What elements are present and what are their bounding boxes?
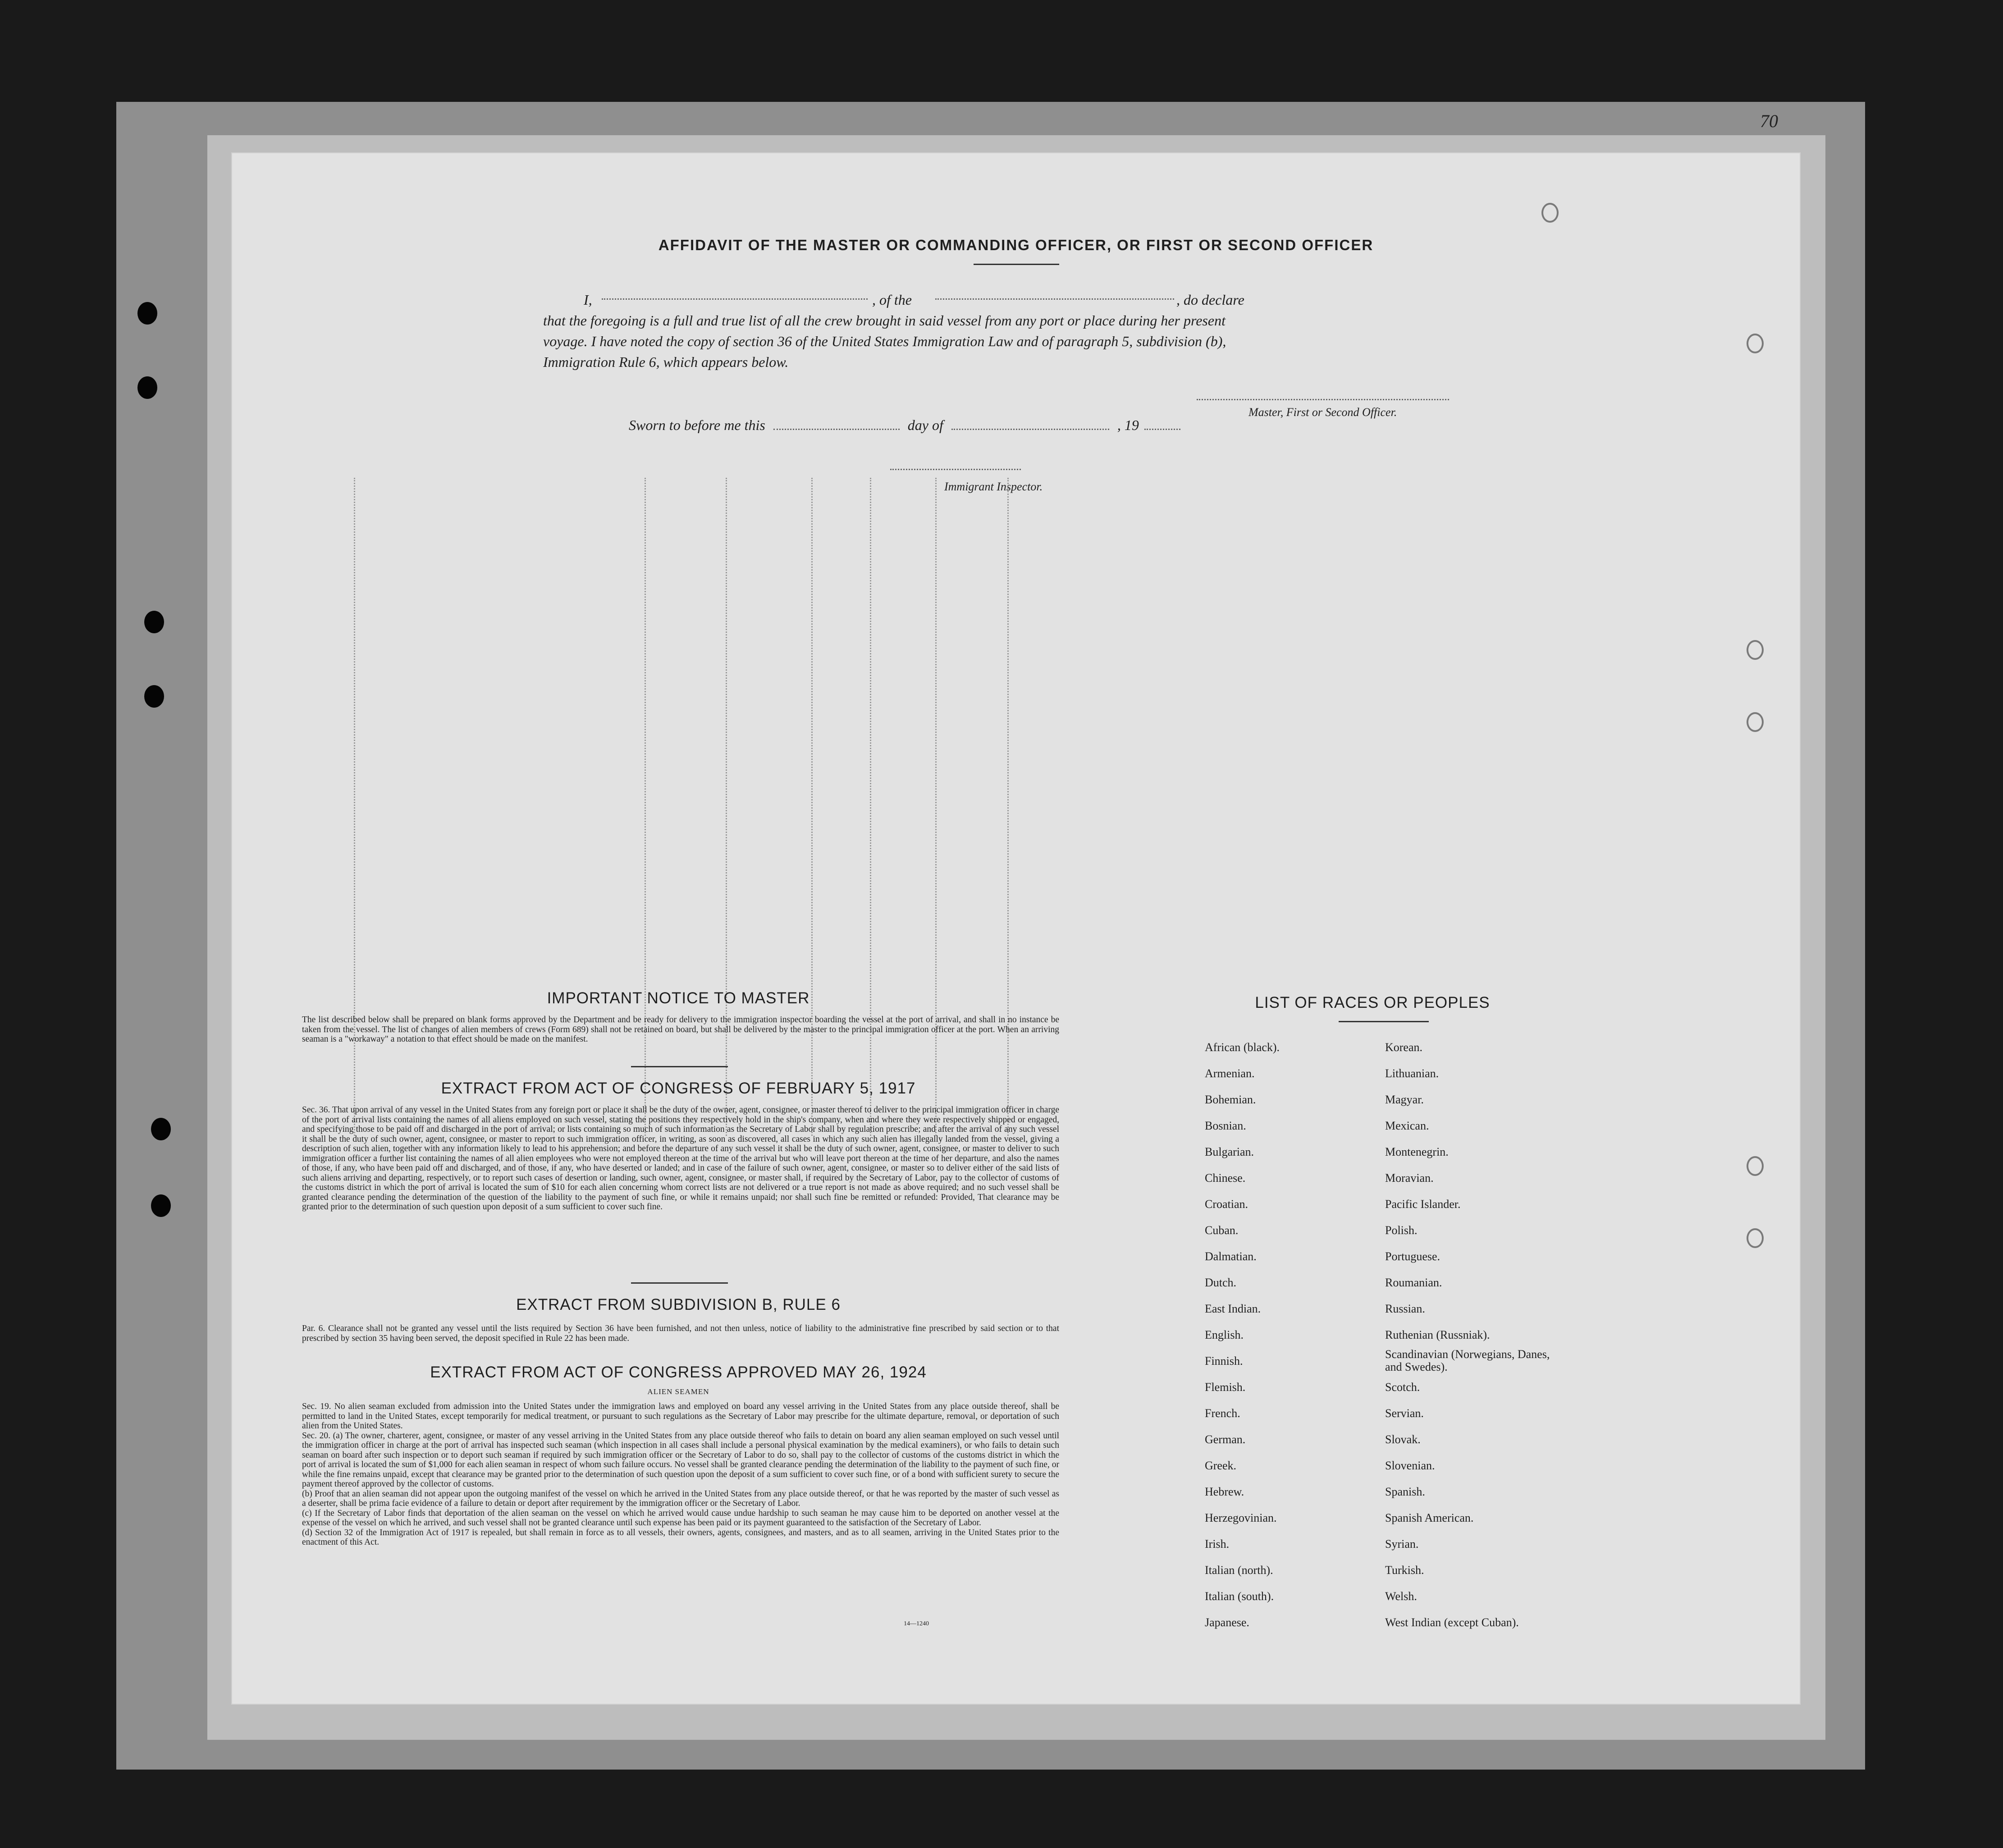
race-item: Spanish American. bbox=[1385, 1511, 1474, 1524]
punch-ring bbox=[1747, 712, 1764, 732]
extract-1917-title: EXTRACT FROM ACT OF CONGRESS OF FEBRUARY 5, 1917 bbox=[441, 1080, 916, 1097]
decl-line-2: that the foregoing is a full and true list of all the crew brought in said vessel from any port or place during her present bbox=[543, 312, 1226, 329]
race-item: Korean. bbox=[1385, 1041, 1423, 1054]
race-item: Magyar. bbox=[1385, 1093, 1424, 1106]
punch-hole bbox=[144, 685, 164, 708]
race-item: German. bbox=[1205, 1433, 1246, 1446]
corner-pencil-mark: 70 bbox=[1760, 111, 1778, 131]
races-title: LIST OF RACES OR PEOPLES bbox=[1255, 994, 1490, 1011]
sec-20b: (b) Proof that an alien seaman did not appear upon the outgoing manifest of the vessel on which he arrived in the United States from any place outside thereof, or that he was reported by the master of such vessel as a deserter, shall be prima facie evidence of a failure to detain or deport after requirement by the immigration officer or the Secretary of Labor. bbox=[302, 1489, 1059, 1508]
race-item: Spanish. bbox=[1385, 1485, 1425, 1498]
extract-rule6-title: EXTRACT FROM SUBDIVISION B, RULE 6 bbox=[516, 1296, 841, 1313]
race-item: Scandinavian (Norwegians, Danes, and Swedes). bbox=[1385, 1348, 1550, 1373]
sworn-year: , 19 bbox=[1117, 417, 1139, 433]
sec-19: Sec. 19. No alien seaman excluded from admission into the United States under the immigration laws and employed on board any vessel arriving in the United States from any place outside thereof, shall be permitted to land in the United States, except temporarily for medical treatment, or pursuant to such regulations as the Secretary of Labor may prescribe for the ultimate departure, removal, or deportation of such alien from the United States. bbox=[302, 1402, 1059, 1431]
sworn-prefix: Sworn to before me this bbox=[629, 417, 765, 433]
punch-ring bbox=[1541, 203, 1559, 223]
extract-1924-body bbox=[302, 1402, 1059, 1547]
extract-1924-subtitle: ALIEN SEAMEN bbox=[647, 1387, 709, 1396]
race-item: Montenegrin. bbox=[1385, 1145, 1449, 1158]
signature-label: Master, First or Second Officer. bbox=[1248, 406, 1397, 419]
extract-rule6-body: Par. 6. Clearance shall not be granted any vessel until the lists required by Section 36 have been furnished, and not then unless, notice of liability to the administrative fine prescribed by said section or to that prescribed by section 35 having been served, the deposit specified in Rule 22 has been made. bbox=[302, 1324, 1059, 1343]
inspector-label: Immigrant Inspector. bbox=[944, 480, 1043, 493]
punch-ring bbox=[1747, 640, 1764, 660]
race-item: Slovenian. bbox=[1385, 1459, 1435, 1472]
race-item: Syrian. bbox=[1385, 1537, 1419, 1551]
race-item: Japanese. bbox=[1205, 1616, 1249, 1629]
extract-1917-body: Sec. 36. That upon arrival of any vessel in the United States from any foreign port or place it shall be the duty of the owner, agent, consignee, or master thereof to deliver to the principal immigration officer in charge of the port of arrival lists containing the names of all aliens employed on such vessel, stating the positions they respectively hold in the ship's company, when and where they were respectively shipped or engaged, and specifying those to be paid off and discharged in the port of arrival; or lists containing so much of such information as the Secretary of Labor shall by regulation prescribe; and after the arrival of any such vessel it shall be the duty of such owner, agent, consignee, or master to report to such immigration officer, in writing, as soon as discovered, all cases in which any such alien has illegally landed from the vessel, giving a description of such alien, together with any information likely to lead to his apprehension; and before the departure of any such vessel it shall be the duty of such owner, agent, consignee, or master to deliver to such immigration officer a further list containing the names of all alien employees who were not employed thereon at the time of the arrival but who will leave port thereon at the time of her departure, and also the names of those, if any, who have been paid off and discharged, and of those, if any, who have deserted or landed; and in case of the failure of such owner, agent, consignee, or master so to deliver either of the said lists of such aliens arriving and departing, respectively, or to report such cases of desertion or landing, such owner, agent, consignee, or master shall, if required by the Secretary of Labor, pay to the collector of customs of the customs district in which the port of arrival is located the sum of $10 for each alien concerning whom correct lists are not delivered or a true report is not made as above required; and no such vessel shall be granted clearance pending the determination of the question of the liability to the payment of such fine, or while it remains unpaid; nor shall such fine be remitted or refunded: Provided, That clearance may be granted prior to the determination of such question upon deposit of a sum sufficient to cover such fine. bbox=[302, 1105, 1059, 1212]
notice-title: IMPORTANT NOTICE TO MASTER bbox=[547, 989, 810, 1007]
race-item: Turkish. bbox=[1385, 1564, 1424, 1577]
race-item: Cuban. bbox=[1205, 1224, 1239, 1237]
race-item: French. bbox=[1205, 1407, 1240, 1420]
decl-i: I, bbox=[584, 292, 592, 308]
signature-line bbox=[1197, 399, 1449, 400]
race-item: Welsh. bbox=[1385, 1590, 1417, 1603]
race-item: West Indian (except Cuban). bbox=[1385, 1616, 1519, 1629]
race-item: Roumanian. bbox=[1385, 1276, 1442, 1289]
race-item: Moravian. bbox=[1385, 1171, 1434, 1185]
notice-body: The list described below shall be prepared on blank forms approved by the Department and be ready for delivery to the immigration inspector boarding the vessel at the port of arrival, and shall in no instance be taken from the vessel. The list of changes of alien members of crews (Form 689) shall not be retained on board, but shall be delivered by the master to the principal immigration officer at the port. When an arriving seaman is a "workaway" a notation to that effect should be made on the manifest. bbox=[302, 1015, 1059, 1044]
race-item: Italian (north). bbox=[1205, 1564, 1273, 1577]
race-item: Italian (south). bbox=[1205, 1590, 1274, 1603]
punch-hole bbox=[151, 1194, 171, 1217]
sec-20c: (c) If the Secretary of Labor finds that deportation of the alien seaman on the vessel on which he arrived would cause undue hardship to such seaman he may cause him to be deported on another vessel at the expense of the vessel on which he arrived, and such vessel shall not be granted clearance until such expense has been paid or its payment guaranteed to the satisfaction of the Secretary of Labor. bbox=[302, 1508, 1059, 1528]
sec-20d: (d) Section 32 of the Immigration Act of 1917 is repealed, but shall remain in force as to all vessels, their owners, agents, consignees, and masters, and as to all seamen, arriving in the United States prior to the enactment of this Act. bbox=[302, 1528, 1059, 1547]
race-item: Russian. bbox=[1385, 1302, 1425, 1315]
race-item: Portuguese. bbox=[1385, 1250, 1441, 1263]
race-item: Greek. bbox=[1205, 1459, 1237, 1472]
extract-1924-title: EXTRACT FROM ACT OF CONGRESS APPROVED MAY 26, 1924 bbox=[430, 1363, 927, 1381]
race-item: Herzegovinian. bbox=[1205, 1511, 1277, 1524]
decl-line-4: Immigration Rule 6, which appears below. bbox=[543, 354, 789, 370]
affidavit-declaration bbox=[543, 289, 1485, 372]
race-item: Pacific Islander. bbox=[1385, 1198, 1461, 1211]
affidavit-title: AFFIDAVIT OF THE MASTER OR COMMANDING OFFICER, OR FIRST OR SECOND OFFICER bbox=[658, 237, 1374, 253]
name-blank bbox=[602, 298, 868, 300]
section-rule bbox=[631, 1066, 728, 1067]
race-item: Bohemian. bbox=[1205, 1093, 1256, 1106]
manifest-page bbox=[232, 111, 1800, 1704]
punch-hole bbox=[137, 376, 157, 399]
race-item: Ruthenian (Russniak). bbox=[1385, 1328, 1490, 1341]
sworn-day-of: day of bbox=[907, 417, 943, 433]
race-item: Irish. bbox=[1205, 1537, 1230, 1551]
race-item: Mexican. bbox=[1385, 1119, 1429, 1132]
race-item: Lithuanian. bbox=[1385, 1067, 1439, 1080]
races-left-column bbox=[1205, 1034, 1280, 1636]
race-item: English. bbox=[1205, 1328, 1244, 1341]
decl-do-declare: , do declare bbox=[1176, 292, 1244, 308]
race-item: Dutch. bbox=[1205, 1276, 1237, 1289]
race-item: Flemish. bbox=[1205, 1381, 1246, 1394]
decl-of-the: , of the bbox=[872, 292, 912, 308]
race-item: Polish. bbox=[1385, 1224, 1418, 1237]
race-item: Hebrew. bbox=[1205, 1485, 1244, 1498]
race-item: Chinese. bbox=[1205, 1171, 1246, 1185]
race-item: Armenian. bbox=[1205, 1067, 1255, 1080]
punch-hole bbox=[151, 1118, 171, 1140]
race-item: Bulgarian. bbox=[1205, 1145, 1254, 1158]
sec-20a: Sec. 20. (a) The owner, charterer, agent, consignee, or master of any vessel arriving in the United States from any place outside thereof who fails to detain on board any alien seaman employed on such vessel until the immigration officer in charge at the port of arrival has inspected such seaman (which inspection in all cases shall include a personal physical examination by the medical examiners), or who fails to detain such seaman on board after such inspection or to deport such seaman if required by such immigration officer or the Secretary of Labor to do so, shall pay to the collector of customs of the customs district in which the port of arrival is located the sum of $1,000 for each alien seaman in respect of whom such failure occurs. No vessel shall be granted clearance pending the determination of the liability to the payment of such fine, or while the fine remains unpaid, except that clearance may be granted prior to the determination of such question upon the deposit of a sum sufficient to cover such fine, or of a bond with sufficient surety to secure the payment thereof approved by the collector of customs. bbox=[302, 1431, 1059, 1489]
race-item: African (black). bbox=[1205, 1041, 1280, 1054]
race-item: Bosnian. bbox=[1205, 1119, 1246, 1132]
title-rule bbox=[974, 264, 1059, 265]
vessel-blank bbox=[935, 298, 1174, 300]
race-item: Dalmatian. bbox=[1205, 1250, 1257, 1263]
decl-line-3: voyage. I have noted the copy of section 36 of the United States Immigration Law and of paragraph 5, subdivision (b), bbox=[543, 333, 1226, 349]
race-item: Slovak. bbox=[1385, 1433, 1421, 1446]
sworn-line bbox=[629, 417, 1180, 434]
form-number: 14—1240 bbox=[904, 1620, 929, 1627]
section-rule bbox=[631, 1282, 728, 1284]
race-item: Finnish. bbox=[1205, 1354, 1243, 1368]
race-item: Croatian. bbox=[1205, 1198, 1248, 1211]
punch-hole bbox=[137, 302, 157, 325]
races-rule bbox=[1339, 1021, 1429, 1022]
races-right-column bbox=[1385, 1034, 1556, 1636]
inspector-line bbox=[890, 469, 1021, 470]
race-item: East Indian. bbox=[1205, 1302, 1261, 1315]
punch-ring bbox=[1747, 1156, 1764, 1176]
race-item: Servian. bbox=[1385, 1407, 1424, 1420]
race-item: Scotch. bbox=[1385, 1381, 1420, 1394]
punch-ring bbox=[1747, 334, 1764, 353]
punch-hole bbox=[144, 611, 164, 633]
punch-ring bbox=[1747, 1228, 1764, 1248]
